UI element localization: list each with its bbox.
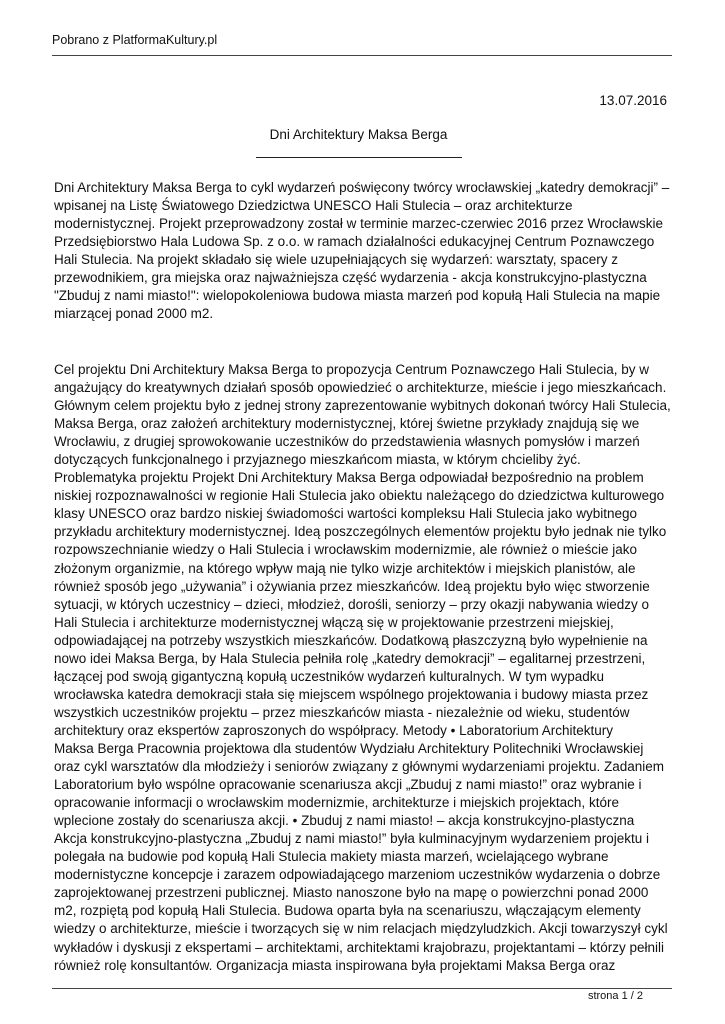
text-line: oraz cykl warsztatów dla młodzieży i seniorów związany z głównymi wydarzeniami projektu. Zadaniem <box>54 759 664 775</box>
page-number: strona 1 / 2 <box>587 990 643 1002</box>
text-line: przewodnikiem, gra miejska oraz najważniejsza część wydarzenia - akcja konstrukcyjno-plastyczna <box>54 270 647 286</box>
text-line: odpowiadającej na potrzeby wszystkich mieszkańców. Dodatkową płaszczyzną było wypełnienie na <box>54 632 648 648</box>
download-source-label: Pobrano z PlatformaKultury.pl <box>52 33 218 47</box>
footer-divider <box>52 988 672 989</box>
text-line: Problematyka projektu Projekt Dni Architektury Maksa Berga odpowiadał bezpośrednio na problem <box>54 470 644 486</box>
text-line: Przedsiębiorstwo Hala Ludowa Sp. z o.o. w ramach działalności edukacyjnej Centrum Poznawczego <box>54 234 655 250</box>
text-line: Hali Stulecia. Na projekt składało się wiele uzupełniających się wydarzeń: warsztaty, spacery z <box>54 252 619 268</box>
text-line: wiedzy o architekturze, mieście i tworzących się w nim relacjach międzyludzkich. Akcji towarzyszył cykl <box>54 921 668 937</box>
text-line: miarzącej ponad 2000 m2. <box>54 306 214 322</box>
text-line: Laboratorium było wspólne opracowanie scenariusza akcji „Zbuduj z nami miasto!” oraz wybranie i <box>54 777 642 793</box>
intro-paragraph <box>54 179 676 323</box>
document-date: 13.07.2016 <box>599 93 667 108</box>
text-line: Maksa Berga, oraz założeń architektury modernistycznej, której świetne przykłady znajdują się we <box>54 416 640 432</box>
text-line: m2, rozpiętą pod kopułą Hali Stulecia. Budowa oparta była na scenariuszu, włączającym elementy <box>54 903 641 919</box>
text-line: Cel projektu Dni Architektury Maksa Berga to propozycja Centrum Poznawczego Hali Stulecia, by w <box>54 362 650 377</box>
text-line: złożonym organizmie, na którego wpływ mają nie tylko wizje architektów i miejskich planistów, ale <box>54 560 636 576</box>
text-line: przykładu architektury modernistycznej. Ideą poszczególnych elementów projektu było jednak nie tylko <box>54 524 667 540</box>
body-paragraph <box>54 361 676 975</box>
text-line: wszystkich uczestników projektu – przez mieszkańców miasta - niezależnie od wieku, studentów <box>54 704 630 720</box>
header-divider <box>52 55 672 56</box>
text-line: dotyczących funkcjonalnego i przyjaznego mieszkańcom miasta, w którym chcieliby żyć. <box>54 452 581 468</box>
text-line: Dni Architektury Maksa Berga to cykl wydarzeń poświęcony twórcy wrocławskiej „katedry demokracji” – <box>54 180 670 195</box>
text-line: nowo idei Maksa Berga, by Hala Stulecia pełniła rolę „katedry demokracji” – egalitarnej przestrzeni, <box>54 650 646 666</box>
text-line: modernistyczne koncepcje i zarazem odpowiadającego marzeniom uczestników wydarzenia o dobrze <box>54 867 661 883</box>
text-line: niskiej rozpoznawalności w regionie Hali Stulecia jako obiektu należącego do dziedzictwa kulturowego <box>54 488 665 504</box>
text-line: sytuacji, w których uczestnicy – dzieci, młodzież, dorośli, seniorzy – przy okazji nabywania wiedzy o <box>54 596 649 612</box>
text-line: wykładów i dyskusji z ekspertami – architektami, architektami krajobrazu, projektantami – którzy pełnili <box>54 939 664 955</box>
text-line: architektury oraz ekspertów zaproszonych do współpracy. Metody • Laboratorium Architektury <box>54 722 613 738</box>
text-line: wpisanej na Listę Światowego Dziedzictwa UNESCO Hali Stulecia – oraz architekturze <box>54 198 573 214</box>
text-line: Wrocławiu, z drugiej sprowokowanie uczestników do przedstawienia własnych pomysłów i marzeń <box>54 434 640 450</box>
text-line: wrocławska katedra demokracji stała się miejscem wspólnego projektowania i budowy miasta przez <box>54 686 649 702</box>
text-line: Akcja konstrukcyjno-plastyczna „Zbuduj z nami miasto!” była kulminacyjnym wydarzeniem projektu i <box>54 831 649 847</box>
text-line: opracowanie informacji o wrocławskim modernizmie, architekturze i miejskich projektach, które <box>54 795 619 811</box>
text-line: Maksa Berga Pracownia projektowa dla studentów Wydziału Architektury Politechniki Wrocławskiej <box>54 740 644 756</box>
text-line: łączącej pod swoją gigantyczną kopułą uczestników wydarzeń kulturalnych. W tym wypadku <box>54 668 605 684</box>
text-line: również rolę konsultantów. Organizacja miasta inspirowana była projektami Maksa Berga oraz <box>54 957 616 973</box>
text-line: angażujący do kreatywnych działań sposób opowiedzieć o architekturze, mieście i jego mieszkańcach. <box>54 380 667 396</box>
text-line: zaprojektowanej przestrzeni publicznej. Miasto nanoszone było na mapę o powierzchni ponad 2000 <box>54 885 649 901</box>
text-line: modernistycznej. Projekt przeprowadzony został w terminie marzec-czerwiec 2016 przez Wrocławskie <box>54 216 663 232</box>
text-line: polegała na budowie pod kopułą Hali Stulecia makiety miasta marzeń, wcielającego wybrane <box>54 849 609 865</box>
text-line: Hali Stulecia i architekturze modernistycznej włączą się w projektowanie przestrzeni miejskiej, <box>54 614 614 630</box>
text-line: rozpowszechnianie wiedzy o Hali Stulecia i wrocławskim modernizmie, ale również o mieście jako <box>54 542 637 558</box>
title-underline <box>256 157 462 158</box>
document-title: Dni Architektury Maksa Berga <box>269 127 448 142</box>
text-line: również sposób jego „używania” i ożywiania przez mieszkańców. Ideą projektu było więc stworzenie <box>54 578 650 594</box>
text-line: klasy UNESCO oraz bardzo niskiej świadomości wartości kompleksu Hali Stulecia jako wybitnego <box>54 506 637 522</box>
text-line: wplecione zostały do scenariusza akcji. • Zbuduj z nami miasto! – akcja konstrukcyjno-plastyczna <box>54 813 635 829</box>
text-line: "Zbuduj z nami miasto!": wielopokoleniowa budowa miasta marzeń pod kopułą Hali Stulecia na mapie <box>54 288 661 304</box>
text-line: Głównym celem projektu było z jednej strony zaprezentowanie wybitnych dokonań twórcy Hali Stulecia, <box>54 398 671 414</box>
